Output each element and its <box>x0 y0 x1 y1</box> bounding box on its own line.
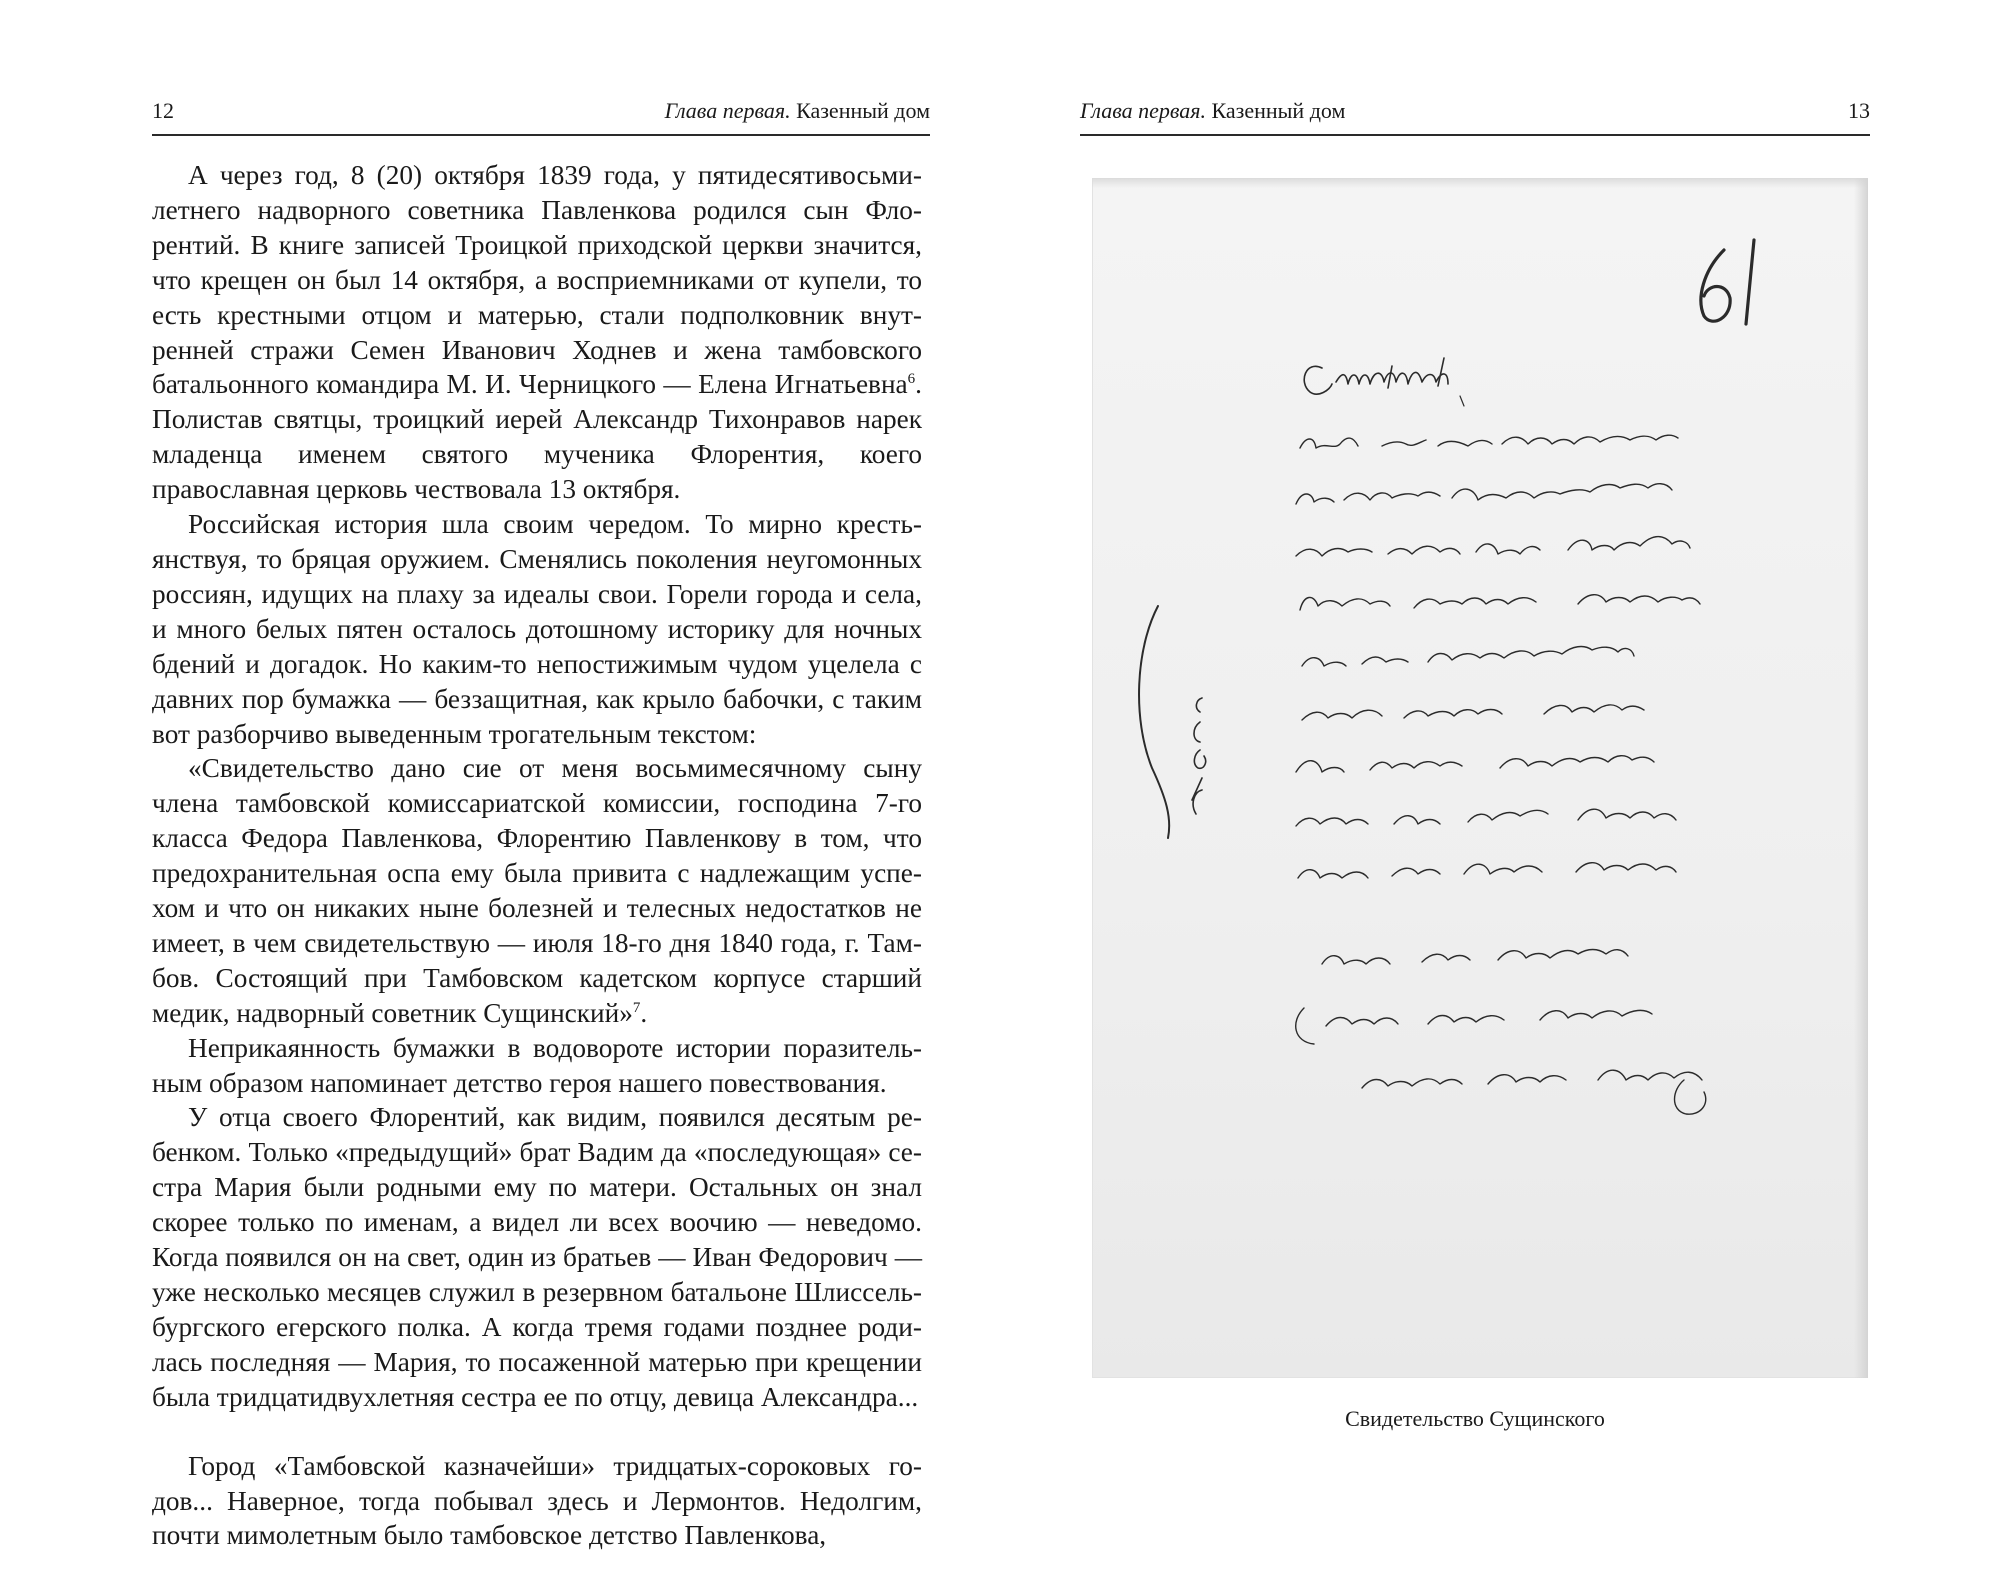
left-running-head <box>152 98 930 124</box>
handwritten-body <box>1296 435 1700 878</box>
handwritten-document-scan <box>1092 178 1868 1378</box>
title-accent-mark <box>1460 396 1464 406</box>
right-chapter-name: Казенный дом <box>1211 98 1346 123</box>
right-chapter-label: Глава первая. <box>1080 98 1206 123</box>
right-running-head <box>1080 98 1870 124</box>
right-chapter-title <box>1080 98 1345 124</box>
paragraph-3-tail: . <box>640 997 648 1028</box>
paragraph-1-text: А через год, 8 (20) октября 1839 года, у пятидесятивосьмилетнего надворного советника Павленкова родился сын Флорентий. В книге записей Троицкой приходской церкви значится, что крещен он был 14 октября, а восприемниками от купели, то есть крестными отцом и матерью, стали подполковник внутренней стражи Семен Иванович Ходнев и жена тамбовского батальонного командира М. И. Черницкого — Елена Игнатьевна <box>152 160 922 400</box>
footnote-ref-7: 7 <box>632 999 641 1016</box>
paragraph-3 <box>152 751 922 1030</box>
margin-bracket <box>1139 606 1169 838</box>
right-header-rule <box>1080 134 1870 136</box>
archive-number-mark <box>1701 240 1754 324</box>
paragraph-2: Российская история шла своим чередом. То мирно крестьянствуя, то бряцая оружием. Сменялись поколения неугомонных россиян, идущих на плаху за идеалы свои. Горели города и села, и много белых пятен осталось дотошному историку для ночных бдений и догадок. Но каким-то непостижимым чудом уцелела с давних пор бумажка — беззащитная, как крыло бабочки, с таким вот разборчиво выведенным трогательным текстом: <box>152 509 922 749</box>
left-chapter-label: Глава первая. <box>664 98 791 123</box>
margin-registration-note <box>1192 698 1206 814</box>
right-page-number: 13 <box>1848 98 1870 123</box>
paragraph-5: У отца своего Флорентий, как видим, появился десятым ребенком. Только «предыдущий» брат Вадим да «последующая» сестра Мария были родными ему по матери. Остальных он знал скорее только по именам, а видел ли всех воочию — неведомо. Когда появился он на свет, один из братьев — Иван Федорович — уже несколько месяцев служил в резервном батальоне Шлиссельбургского егерского полка. А когда тремя годами позднее родилась последняя — Мария, то посаженной матерью при крещении была тридцатидвухлетняя сестра ее по отцу, девица Александра... <box>152 1102 922 1412</box>
right-page <box>1000 0 2000 1582</box>
paragraph-1-tail: . Полистав святцы, троицкий иерей Александр Тихонравов нарек младенца именем святого мученика Флорентия, коего православная церковь чествовала 13 октября. <box>152 369 922 505</box>
figure-caption: Свидетельство Сущинского <box>1345 1406 1605 1431</box>
left-chapter-title <box>665 98 930 124</box>
left-header-rule <box>152 134 930 136</box>
paragraph-1 <box>152 158 922 507</box>
left-page-number: 12 <box>152 98 174 123</box>
left-body-text <box>152 158 922 1553</box>
left-chapter-name: Казенный дом <box>796 98 930 123</box>
paragraph-4: Неприкаянность бумажки в водовороте истории поразительным образом напоминает детство героя нашего повествования. <box>152 1032 922 1098</box>
footnote-ref-6: 6 <box>907 371 916 388</box>
paragraph-3-text: «Свидетельство дано сие от меня восьмимесячному сыну члена тамбовской комиссариатской комиссии, господина 7-го класса Федора Павленкова, Флорентию Павленкову в том, что предохранительная оспа ему была привита с надлежащим успехом и что он никаких ныне болезней и телесных недостатков не имеет, в чем свидетельствую — июля 18-го дня 1840 года, г. Тамбов. Состоящий при Тамбовском кадетском корпусе старший медик, надворный советник Сущинский» <box>152 753 922 1028</box>
handwriting-illustration <box>1092 178 1868 1378</box>
paragraph-6: Город «Тамбовской казначейши» тридцатых-сороковых годов... Наверное, тогда побывал здесь и Лермонтов. Недолгим, почти мимолетным было тамбовское детство Павленкова, <box>152 1450 922 1551</box>
handwritten-signature <box>1296 950 1706 1115</box>
handwritten-title <box>1304 358 1448 394</box>
